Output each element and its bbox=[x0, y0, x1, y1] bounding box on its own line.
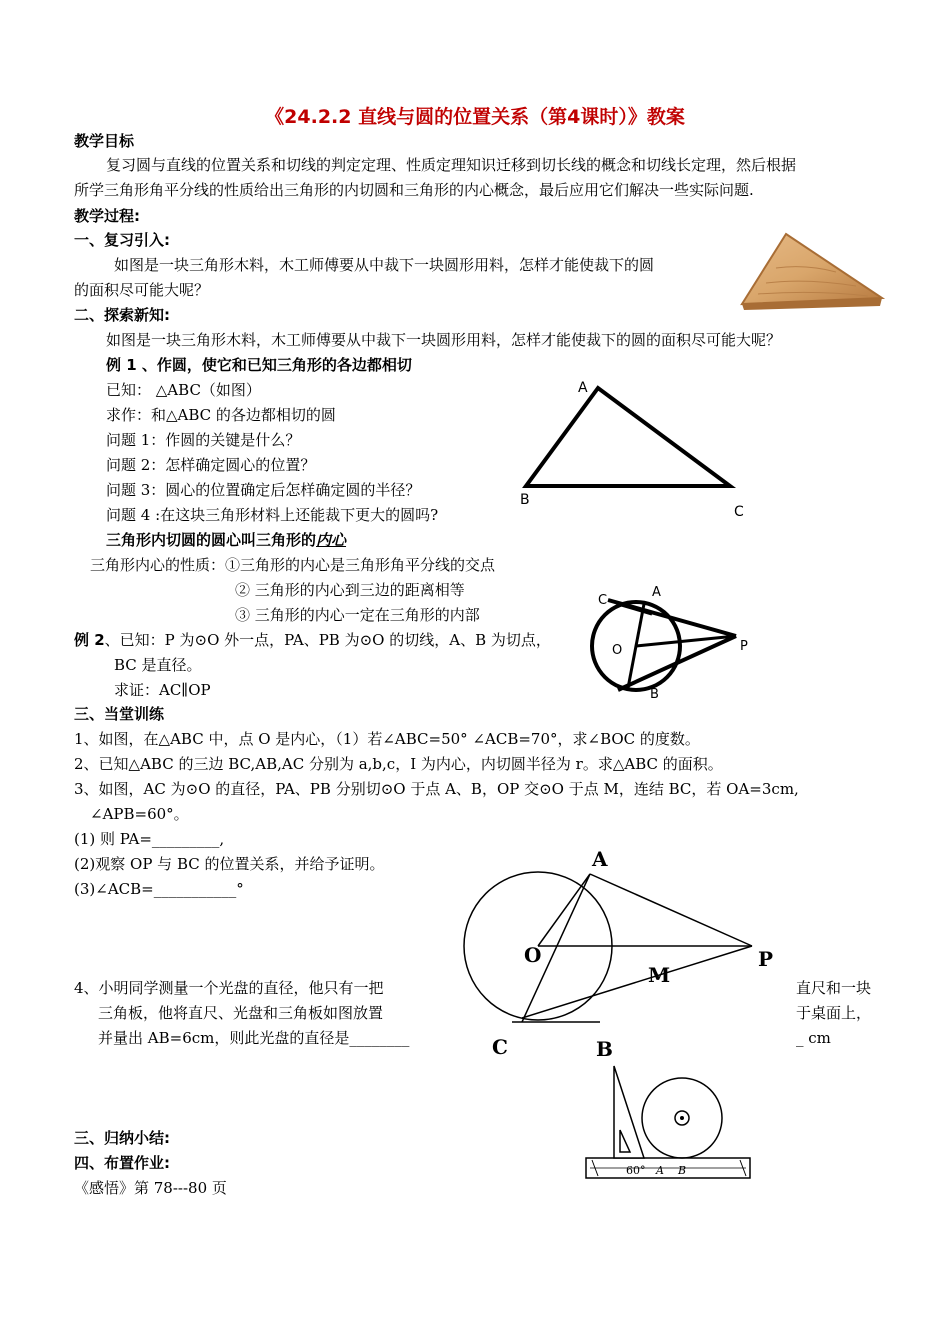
label-m: M bbox=[648, 963, 671, 987]
label-p: P bbox=[758, 947, 774, 971]
question-3: 问题 3：圆心的位置确定后怎样确定圆的半径？ bbox=[106, 481, 421, 499]
label-c: C bbox=[492, 1035, 508, 1056]
incenter-term: 内心 bbox=[316, 531, 347, 549]
section1-text-line2: 的面积尽可能大呢？ bbox=[74, 281, 210, 299]
practice-3-question-a: (1) 则 PA=_________, bbox=[74, 830, 225, 848]
question-2: 问题 2：怎样确定圆心的位置？ bbox=[106, 456, 316, 474]
example1-known: 已知： △ABC（如图） bbox=[106, 381, 261, 399]
goal-text-line1: 复习圆与直线的位置关系和切线的判定定理、性质定理知识迁移到切长线的概念和切线长定理，然后根据 bbox=[106, 156, 797, 174]
label-p: P bbox=[740, 639, 748, 654]
homework-heading: 四、布置作业: bbox=[74, 1154, 170, 1172]
label-o: O bbox=[612, 643, 623, 658]
page-title: 《24.2.2 直线与圆的位置关系（第4课时）》教案 bbox=[265, 106, 685, 128]
incenter-properties: 三角形内心的性质：①三角形的内心是三角形角平分线的交点 bbox=[90, 556, 496, 574]
goal-heading: 教学目标 bbox=[74, 132, 135, 150]
practice-3-line2: ∠APB=60°。 bbox=[90, 805, 189, 823]
practice-3-question-b: (2)观察 OP 与 BC 的位置关系，并给予证明。 bbox=[74, 855, 385, 873]
incenter-definition: 三角形内切圆的圆心叫三角形的内心 bbox=[106, 531, 347, 549]
practice-4-line1-end: 直尺和一块 bbox=[796, 979, 872, 997]
example1-make: 求作：和△ABC 的各边都相切的圆 bbox=[106, 406, 336, 424]
practice-4-line2: 三角板，他将直尺、光盘和三角板如图放置 bbox=[98, 1004, 384, 1022]
disc-ruler-figure bbox=[580, 1060, 756, 1186]
label-b: B bbox=[678, 1164, 687, 1177]
example2-line1: 例 2、已知：P 为⊙O 外一点，PA、PB 为⊙O 的切线，A、B 为切点， bbox=[74, 631, 551, 649]
incenter-property-2: ② 三角形的内心到三边的距离相等 bbox=[235, 581, 465, 599]
section1-text-line1: 如图是一块三角形木料，木工师傅要从中裁下一块圆形用料，怎样才能使裁下的圆 bbox=[114, 256, 655, 274]
practice-1: 1、如图，在△ABC 中，点 O 是内心，（1）若∠ABC=50° ∠ACB=70°，求∠BOC 的度数。 bbox=[74, 730, 700, 748]
label-b: B bbox=[650, 687, 659, 702]
homework-text: 《感悟》第 78---80 页 bbox=[74, 1179, 227, 1197]
practice-3-figure bbox=[462, 844, 794, 1056]
section3-heading: 三、当堂训练 bbox=[74, 705, 165, 723]
practice-4-line1: 4、小明同学测量一个光盘的直径，他只有一把 bbox=[74, 979, 384, 997]
practice-3-line1: 3、如图，AC 为⊙O 的直径，PA、PB 分别切⊙O 于点 A、B，OP 交⊙O 于点 M，连结 BC，若 OA=3cm, bbox=[74, 780, 799, 798]
label-c: C bbox=[598, 593, 608, 608]
goal-text-line2: 所学三角形角平分线的性质给出三角形的内切圆和三角形的内心概念，最后应用它们解决一些实际问题. bbox=[74, 181, 754, 199]
tangent-circle-figure bbox=[588, 578, 768, 702]
question-4: 问题 4 :在这块三角形材料上还能裁下更大的圆吗? bbox=[106, 506, 439, 524]
wood-triangle-figure bbox=[736, 228, 888, 312]
label-b: B bbox=[596, 1037, 613, 1056]
incenter-property-3: ③ 三角形的内心一定在三角形的内部 bbox=[235, 606, 480, 624]
label-a: A bbox=[592, 847, 608, 871]
process-heading: 教学过程: bbox=[74, 207, 140, 225]
section1-heading: 一、复习引入: bbox=[74, 231, 170, 249]
label-o: O bbox=[524, 943, 542, 967]
example1-text: 例 1 、作圆，使它和已知三角形的各边都相切 bbox=[106, 356, 412, 374]
example2-line2: BC 是直径。 bbox=[114, 656, 202, 674]
section2-heading: 二、探索新知: bbox=[74, 306, 170, 324]
triangle-abc-figure bbox=[512, 374, 762, 524]
label-c: C bbox=[734, 504, 744, 520]
practice-4-line2-end: 于桌面上， bbox=[796, 1004, 872, 1022]
question-1: 问题 1：作圆的关键是什么？ bbox=[106, 431, 301, 449]
example2-prove: 求证：AC∥OP bbox=[114, 681, 211, 699]
label-a: A bbox=[656, 1164, 664, 1177]
label-b: B bbox=[520, 492, 530, 508]
practice-4-line3: 并量出 AB=6cm，则此光盘的直径是________ bbox=[98, 1029, 410, 1047]
section2-intro: 如图是一块三角形木料，木工师傅要从中裁下一块圆形用料，怎样才能使裁下的圆的面积尽可能大呢？ bbox=[106, 331, 782, 349]
practice-4-line3-end: _ cm bbox=[796, 1029, 831, 1047]
angle-label: 60° bbox=[626, 1164, 646, 1177]
label-a: A bbox=[652, 585, 661, 600]
label-a: A bbox=[578, 380, 588, 396]
summary-heading: 三、归纳小结: bbox=[74, 1129, 170, 1147]
practice-2: 2、已知△ABC 的三边 BC,AB,AC 分别为 a,b,c，I 为内心，内切圆半径为 r。求△ABC 的面积。 bbox=[74, 755, 723, 773]
practice-3-question-c: (3)∠ACB=___________° bbox=[74, 880, 244, 898]
